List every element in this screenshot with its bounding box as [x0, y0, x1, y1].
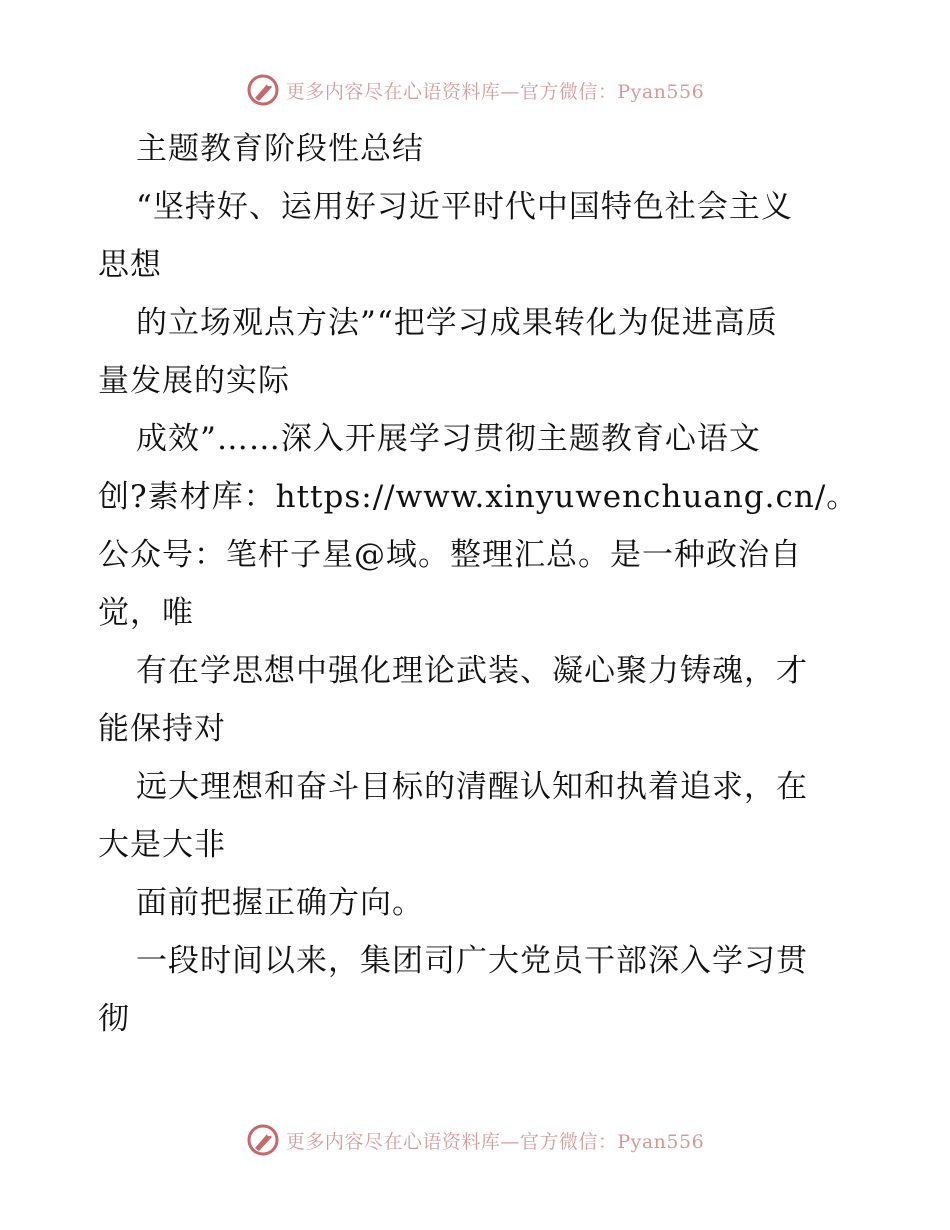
text-line: 的立场观点方法”“把学习成果转化为促进高质	[136, 305, 778, 341]
text-line: 创?素材库：https://www.xinyuwenchuang.cn/。	[98, 479, 859, 515]
text-line: 一段时间以来，集团司广大党员干部深入学习贯	[136, 943, 808, 979]
pen-logo-icon	[246, 73, 280, 107]
text-line: 量发展的实际	[98, 363, 290, 399]
text-line: 大是大非	[98, 827, 226, 863]
watermark-text: 更多内容尽在心语资料库—官方微信：Pyan556	[285, 80, 705, 103]
text-line: 面前把握正确方向。	[136, 885, 424, 921]
text-line: 主题教育阶段性总结	[136, 131, 424, 167]
pen-logo-icon	[246, 1123, 280, 1157]
text-line: 能保持对	[98, 711, 226, 747]
header-watermark	[0, 70, 950, 110]
text-line: 有在学思想中强化理论武装、凝心聚力铸魂，才	[136, 653, 808, 689]
footer-watermark	[0, 1120, 950, 1160]
text-line: 思想	[98, 247, 162, 283]
text-line: 公众号：笔杆子星@域。整理汇总。是一种政治自	[98, 537, 802, 573]
text-line: “坚持好、运用好习近平时代中国特色社会主义	[136, 189, 793, 225]
text-line: 远大理想和奋斗目标的清醒认知和执着追求，在	[136, 769, 808, 805]
text-line: 觉，唯	[98, 595, 194, 631]
text-line: 彻	[98, 1001, 130, 1037]
document-body	[98, 120, 858, 1048]
watermark-text: 更多内容尽在心语资料库—官方微信：Pyan556	[285, 1130, 705, 1153]
text-line: 成效”……深入开展学习贯彻主题教育心语文	[136, 421, 761, 457]
